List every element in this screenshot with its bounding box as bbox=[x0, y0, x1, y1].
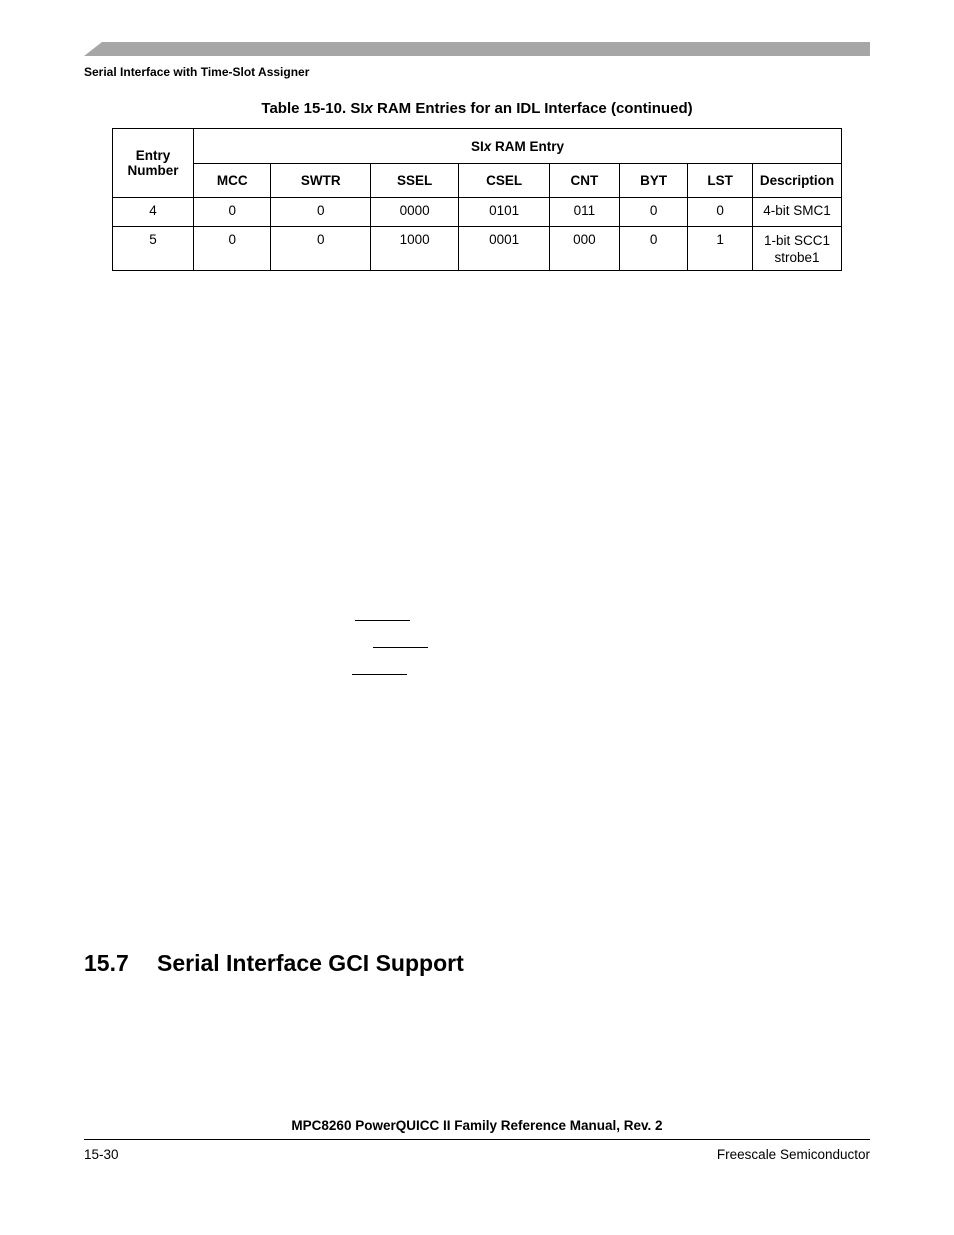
table-cell: 1 bbox=[688, 227, 753, 271]
table-row bbox=[113, 227, 842, 271]
section-number: 15.7 bbox=[84, 950, 129, 976]
table-cell: 0000 bbox=[370, 198, 459, 227]
table-cell: 0 bbox=[688, 198, 753, 227]
column-header: SSEL bbox=[370, 164, 459, 198]
table-cell: 5 bbox=[113, 227, 194, 271]
column-header: BYT bbox=[619, 164, 687, 198]
table-cell: 4-bit SMC1 bbox=[753, 198, 842, 227]
entry-number-header: Entry Number bbox=[113, 129, 194, 198]
table-cell: 0 bbox=[619, 227, 687, 271]
column-header: LST bbox=[688, 164, 753, 198]
overbar-mark bbox=[355, 620, 410, 621]
page-number: 15-30 bbox=[84, 1147, 119, 1162]
section-title: Serial Interface GCI Support bbox=[157, 950, 464, 976]
table-cell: 0 bbox=[619, 198, 687, 227]
table-cell: 4 bbox=[113, 198, 194, 227]
table-cell: 0 bbox=[271, 227, 370, 271]
overbar-mark bbox=[352, 674, 407, 675]
company-name: Freescale Semiconductor bbox=[716, 1147, 870, 1162]
column-header: SWTR bbox=[271, 164, 370, 198]
si-ram-entry-group-header: SIx RAM Entry bbox=[194, 129, 842, 164]
table-row bbox=[113, 198, 842, 227]
table-cell: 1000 bbox=[370, 227, 459, 271]
column-header: MCC bbox=[194, 164, 271, 198]
section-heading bbox=[84, 950, 464, 977]
table-cell: 0 bbox=[194, 198, 271, 227]
footer-divider bbox=[84, 1139, 870, 1140]
table-caption: Table 15-10. SIx RAM Entries for an IDL Interface (continued) bbox=[261, 100, 693, 117]
table-cell: 000 bbox=[549, 227, 619, 271]
table-cell: 1-bit SCC1 strobe1 bbox=[753, 227, 842, 271]
running-head: Serial Interface with Time-Slot Assigner bbox=[84, 65, 310, 79]
table-cell: 0 bbox=[271, 198, 370, 227]
footer-manual-title: MPC8260 PowerQUICC II Family Reference Manual, Rev. 2 bbox=[291, 1118, 663, 1133]
table-cell: 0001 bbox=[459, 227, 549, 271]
table-cell: 0 bbox=[194, 227, 271, 271]
column-header: CSEL bbox=[459, 164, 549, 198]
table-cell: 0101 bbox=[459, 198, 549, 227]
column-header: Description bbox=[753, 164, 842, 198]
column-header: CNT bbox=[549, 164, 619, 198]
si-ram-entries-table bbox=[112, 128, 842, 271]
header-banner-bar bbox=[84, 42, 870, 56]
table-cell: 011 bbox=[549, 198, 619, 227]
overbar-mark bbox=[373, 647, 428, 648]
